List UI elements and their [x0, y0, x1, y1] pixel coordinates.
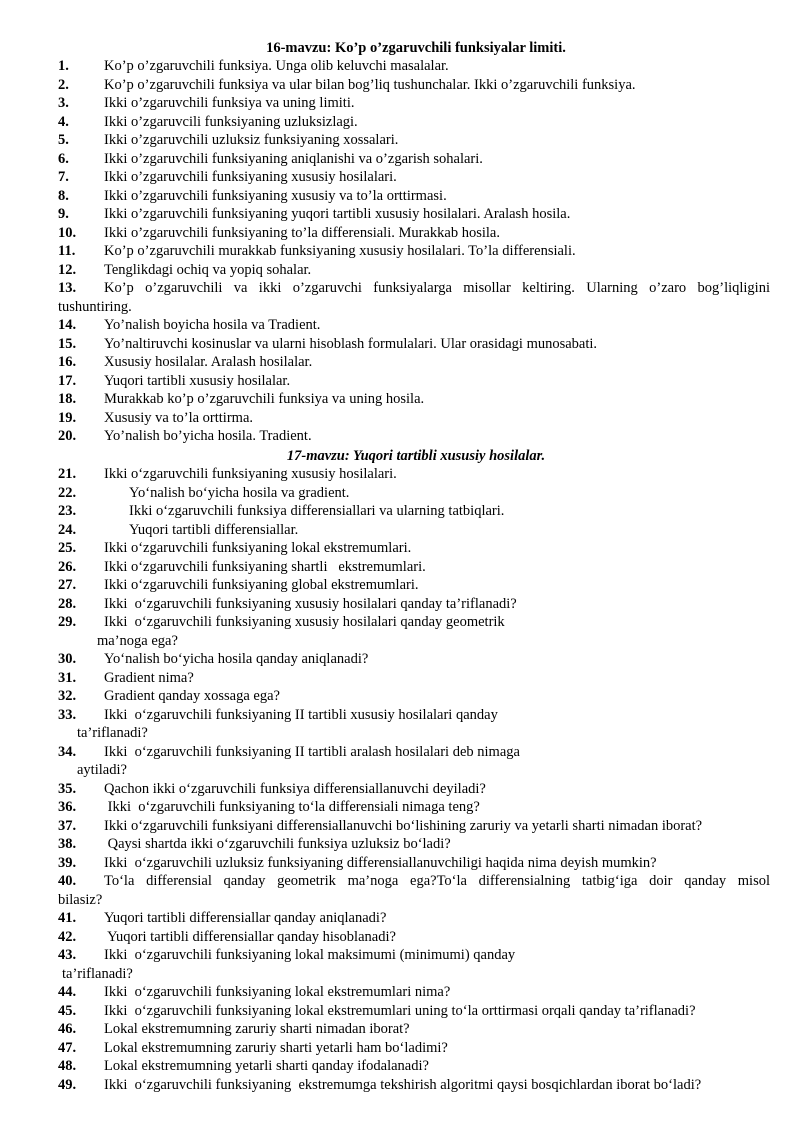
- item-number: 49.: [58, 1076, 77, 1093]
- item-number: 36.: [58, 799, 77, 815]
- item-number: 26.: [58, 558, 77, 575]
- item-text: Ikki o‘zgaruvchili funksiyaning lokal ekstremumlari.: [104, 540, 412, 556]
- item-number: 16.: [58, 354, 77, 370]
- list-item: [58, 558, 770, 577]
- item-number: 10.: [58, 224, 77, 241]
- list-item: [58, 113, 770, 132]
- list-item: [58, 187, 770, 206]
- item-text: Ikki o’zgaruvchili funksiyaning to’la differensiali. Murakkab hosila.: [104, 224, 500, 241]
- item-number: 37.: [58, 817, 77, 834]
- item-text: Xususiy hosilalar. Aralash hosilalar.: [104, 354, 313, 370]
- item-text-continuation: ta’riflanadi?: [62, 965, 133, 982]
- item-text: Yuqori tartibli differensiallar.: [129, 521, 299, 538]
- item-number: 3.: [58, 95, 69, 111]
- item-text: Yuqori tartibli xususiy hosilalar.: [104, 372, 291, 389]
- item-text: Yo’nalish boyicha hosila va Tradient.: [104, 317, 321, 333]
- item-number: 5.: [58, 132, 69, 148]
- item-text-continuation: ma’noga ega?: [97, 632, 178, 649]
- item-number: 41.: [58, 910, 77, 926]
- list-item: [58, 57, 770, 76]
- section-17-title: 17-mavzu: Yuqori tartibli xususiy hosilalar.: [286, 448, 546, 464]
- item-number: 35.: [58, 780, 77, 797]
- list-item: [58, 465, 770, 484]
- list-item: [58, 409, 770, 428]
- item-text: Ikki o‘zgaruvchili uzluksiz funksiyaning differensiallanuvchiligi haqida nima deyish mumkin?: [104, 854, 657, 871]
- list-item: [58, 261, 770, 280]
- list-item: [58, 168, 770, 187]
- item-text: Ikki o‘zgaruvchili funksiyaning II tartibli xususiy hosilalari qanday: [104, 706, 498, 723]
- item-number: 18.: [58, 391, 77, 407]
- item-number: 22.: [58, 484, 77, 501]
- list-item: [58, 372, 770, 391]
- list-item: [58, 854, 770, 873]
- item-number: 21.: [58, 466, 77, 482]
- item-number: 33.: [58, 706, 77, 723]
- item-text: Yuqori tartibli differensiallar qanday hisoblanadi?: [104, 928, 396, 945]
- item-number: 32.: [58, 688, 77, 704]
- list-item: [58, 316, 770, 335]
- item-text: Yo‘nalish bo‘yicha hosila qanday aniqlanadi?: [104, 651, 369, 667]
- item-text: Gradient qanday xossaga ega?: [104, 688, 280, 704]
- item-number: 20.: [58, 428, 77, 444]
- item-text: Ikki o‘zgaruvchili funksiyaning shartli ekstremumlari.: [104, 558, 426, 575]
- list-item: [58, 909, 770, 928]
- item-text: To‘la differensial qanday geometrik ma’noga ega?To‘la differensialning tatbig‘iga doir qanday misol: [104, 873, 770, 889]
- list-item: [58, 353, 770, 372]
- list-item: [58, 1002, 770, 1021]
- list-item: [58, 650, 770, 669]
- item-number: 46.: [58, 1021, 77, 1037]
- item-text-continuation: tushuntiring.: [58, 298, 132, 315]
- item-number: 4.: [58, 113, 69, 130]
- item-text: Qachon ikki o‘zgaruvchili funksiya differensiallanuvchi deyiladi?: [104, 780, 486, 797]
- list-item: [58, 743, 770, 780]
- item-text: Ko’p o’zgaruvchili murakkab funksiyaning xususiy hosilalari. To’la differensiali.: [104, 243, 576, 259]
- item-text-continuation: ta’riflanadi?: [77, 725, 148, 741]
- item-number: 28.: [58, 595, 77, 612]
- item-text: Yo’naltiruvchi kosinuslar va ularni hisoblash formulalari. Ular orasidagi munosabati.: [104, 335, 598, 352]
- item-number: 11.: [58, 243, 76, 259]
- item-text: Yuqori tartibli differensiallar qanday aniqlanadi?: [104, 910, 387, 926]
- item-number: 7.: [58, 169, 69, 185]
- item-number: 47.: [58, 1039, 77, 1056]
- item-text: Ikki o’zgaruvchili funksiyaning yuqori tartibli xususiy hosilalari. Aralash hosila.: [104, 206, 571, 222]
- list-item: [58, 835, 770, 854]
- section-17-list: [58, 465, 770, 1094]
- item-number: 13.: [58, 280, 77, 296]
- item-number: 25.: [58, 540, 77, 556]
- item-number: 19.: [58, 409, 77, 426]
- item-text: Ikki o’zgaruvchili funksiyaning aniqlanishi va o’zgarish sohalari.: [104, 150, 483, 167]
- item-number: 45.: [58, 1002, 77, 1019]
- item-text: Ikki o’zgaruvchili funksiyaning xususiy hosilalari.: [104, 169, 397, 185]
- item-number: 17.: [58, 372, 77, 389]
- list-item: [58, 1076, 770, 1095]
- item-number: 2.: [58, 76, 69, 93]
- item-text-continuation: bilasiz?: [58, 891, 103, 908]
- item-text: Lokal ekstremumning yetarli sharti qanday ifodalanadi?: [104, 1058, 429, 1074]
- item-number: 40.: [58, 873, 77, 889]
- item-number: 30.: [58, 651, 77, 667]
- list-item: [58, 706, 770, 743]
- list-item: [58, 1057, 770, 1076]
- item-text: Tenglikdagi ochiq va yopiq sohalar.: [104, 261, 312, 278]
- list-item: [58, 150, 770, 169]
- list-item: [58, 946, 770, 983]
- item-text: Yo’nalish bo’yicha hosila. Tradient.: [104, 428, 312, 444]
- item-text: Qaysi shartda ikki o‘zgaruvchili funksiya uzluksiz bo‘ladi?: [104, 836, 451, 852]
- item-text: Murakkab ko’p o’zgaruvchili funksiya va uning hosila.: [104, 391, 425, 407]
- item-number: 8.: [58, 187, 69, 204]
- item-text-continuation: aytiladi?: [77, 762, 127, 778]
- item-text: Yo‘nalish bo‘yicha hosila va gradient.: [129, 484, 350, 501]
- item-text: Ikki o‘zgaruvchili funksiyaning xususiy hosilalari.: [104, 466, 397, 482]
- list-item: [58, 224, 770, 243]
- item-text: Xususiy va to’la orttirma.: [104, 409, 254, 426]
- list-item: [58, 94, 770, 113]
- item-text: Ikki o’zgaruvchili funksiya va uning limiti.: [104, 95, 355, 111]
- item-text: Ikki o‘zgaruvchili funksiyaning xususiy hosilalari qanday geometrik: [104, 614, 505, 630]
- item-number: 9.: [58, 206, 69, 222]
- item-number: 42.: [58, 928, 77, 945]
- item-text: Ikki o‘zgaruvchili funksiyaning lokal ekstremumlari uning to‘la orttirmasi orqali qanday ta’riflanadi?: [104, 1002, 696, 1019]
- list-item: [58, 780, 770, 799]
- list-item: [58, 613, 770, 650]
- item-text: Ikki o‘zgaruvchili funksiyani differensiallanuvchi bo‘lishining zaruriy va yetarli sharti nimadan iborat?: [104, 817, 703, 834]
- list-item: [58, 687, 770, 706]
- list-item: [58, 502, 770, 521]
- item-text: Gradient nima?: [104, 669, 194, 686]
- list-item: [58, 76, 770, 95]
- item-number: 23.: [58, 503, 77, 519]
- item-text: Ikki o’zgaruvcili funksiyaning uzluksizlagi.: [104, 113, 358, 130]
- list-item: [58, 798, 770, 817]
- item-number: 12.: [58, 261, 77, 278]
- item-text: Ikki o‘zgaruvchili funksiya differensiallari va ularning tatbiqlari.: [129, 503, 505, 519]
- list-item: [58, 983, 770, 1002]
- item-number: 27.: [58, 577, 77, 593]
- item-number: 31.: [58, 669, 77, 686]
- item-number: 43.: [58, 947, 77, 963]
- item-number: 38.: [58, 836, 77, 852]
- list-item: [58, 242, 770, 261]
- item-text: Ikki o‘zgaruvchili funksiyaning lokal maksimumi (minimumi) qanday: [104, 947, 516, 963]
- list-item: [58, 817, 770, 836]
- section-16-list: [58, 57, 770, 446]
- item-text: Ikki o‘zgaruvchili funksiyaning xususiy hosilalari qanday ta’riflanadi?: [104, 595, 517, 612]
- list-item: [58, 1020, 770, 1039]
- item-text: Lokal ekstremumning zaruriy sharti yetarli ham bo‘ladimi?: [104, 1039, 448, 1056]
- item-text: Lokal ekstremumning zaruriy sharti nimadan iborat?: [104, 1021, 410, 1037]
- item-text: Ko’p o’zgaruvchili funksiya. Unga olib keluvchi masalalar.: [104, 58, 449, 74]
- list-item: [58, 484, 770, 503]
- item-number: 1.: [58, 58, 69, 74]
- list-item: [58, 539, 770, 558]
- item-text: Ikki o’zgaruvchili uzluksiz funksiyaning xossalari.: [104, 132, 399, 148]
- list-item: [58, 427, 770, 446]
- item-number: 39.: [58, 854, 77, 871]
- item-text: Ikki o‘zgaruvchili funksiyaning lokal ekstremumlari nima?: [104, 984, 451, 1000]
- item-text: Ikki o’zgaruvchili funksiyaning xususiy va to’la orttirmasi.: [104, 187, 447, 204]
- list-item: [58, 390, 770, 409]
- item-number: 15.: [58, 335, 77, 352]
- list-item: [58, 595, 770, 614]
- section-16-title: 16-mavzu: Ko’p o’zgaruvchili funksiyalar limiti.: [266, 40, 566, 56]
- item-number: 29.: [58, 614, 77, 630]
- list-item: [58, 1039, 770, 1058]
- item-text: Ko’p o’zgaruvchili va ikki o’zgaruvchi funksiyalarga misollar keltiring. Ularning o’zaro bog’liqligini: [104, 280, 770, 296]
- item-number: 6.: [58, 150, 69, 167]
- item-number: 24.: [58, 521, 77, 538]
- list-item: [58, 335, 770, 354]
- list-item: [58, 521, 770, 540]
- list-item: [58, 205, 770, 224]
- item-text: Ikki o‘zgaruvchili funksiyaning II tartibli aralash hosilalari deb nimaga: [104, 743, 520, 760]
- item-text: Ikki o‘zgaruvchili funksiyaning global ekstremumlari.: [104, 577, 419, 593]
- list-item: [58, 576, 770, 595]
- list-item: [58, 669, 770, 688]
- list-item: [58, 872, 770, 909]
- item-number: 14.: [58, 317, 77, 333]
- item-number: 44.: [58, 984, 77, 1000]
- list-item: [58, 131, 770, 150]
- item-text: Ikki o‘zgaruvchili funksiyaning ekstremumga tekshirish algoritmi qaysi bosqichlardan iborat bo‘ladi?: [104, 1076, 702, 1093]
- item-number: 34.: [58, 743, 77, 760]
- item-number: 48.: [58, 1058, 77, 1074]
- list-item: [58, 279, 770, 316]
- list-item: [58, 928, 770, 947]
- item-text: Ikki o‘zgaruvchili funksiyaning to‘la differensiali nimaga teng?: [104, 799, 480, 815]
- item-text: Ko’p o’zgaruvchili funksiya va ular bilan bog’liq tushunchalar. Ikki o’zgaruvchili funksiya.: [104, 76, 636, 93]
